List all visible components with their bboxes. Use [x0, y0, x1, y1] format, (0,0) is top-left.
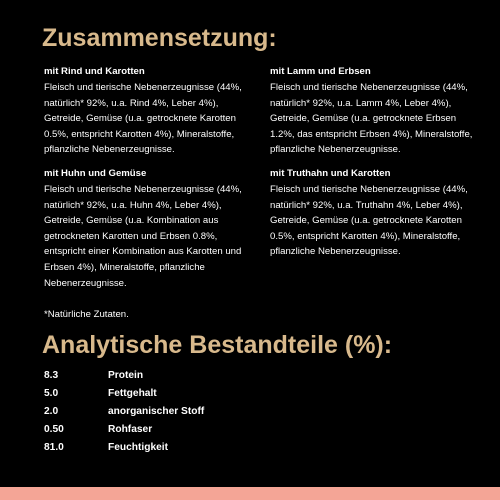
variant-lamb-peas [270, 66, 482, 158]
analysis-row [44, 420, 344, 438]
analysis-label: Protein [108, 369, 144, 381]
variant-title: mit Lamm und Erbsen [270, 66, 371, 77]
footnote: *Natürliche Zutaten. [44, 309, 129, 320]
analysis-value: 5.0 [44, 387, 59, 399]
variant-beef-carrots [44, 66, 256, 158]
analysis-row [44, 402, 344, 420]
composition-heading: Zusammensetzung: [42, 24, 277, 52]
analysis-row [44, 438, 344, 456]
composition-column-right [270, 66, 482, 270]
analysis-heading: Analytische Bestandteile (%): [42, 331, 393, 359]
composition-column-left [44, 66, 256, 301]
variant-ingredients: Fleisch und tierische Nebenerzeugnisse (44%, natürlich* 92%, u.a. Lamm 4%, Leber 4%), Getreide, Gemüse (u.a. getrocknete Erbsen 1.2%, das entspricht Erbsen 4%), Mineralstoffe, pflanzliche Nebenerzeugnisse. [270, 82, 473, 156]
analysis-label: Rohfaser [108, 423, 153, 435]
analysis-row [44, 384, 344, 402]
variant-ingredients: Fleisch und tierische Nebenerzeugnisse (44%, natürlich* 92%, u.a. Huhn 4%, Leber 4%), Getreide, Gemüse (u.a. Kombination aus getrockneten Karotten und Erbsen 0.8%, entspricht einer Kombination aus Karotten und Erbsen 4%), Mineralstoffe, pflanzliche Nebenerzeugnisse. [44, 183, 242, 289]
analysis-row [44, 366, 344, 384]
analysis-value: 81.0 [44, 441, 64, 453]
bottom-color-band [0, 487, 500, 500]
variant-title: mit Huhn und Gemüse [44, 167, 147, 179]
analysis-value: 2.0 [44, 405, 59, 417]
variant-ingredients: Fleisch und tierische Nebenerzeugnisse (44%, natürlich* 92%, u.a. Rind 4%, Leber 4%), Getreide, Gemüse (u.a. getrocknete Karotten 0.5%, entspricht Karotten 4%), Mineralstoffe, pflanzliche Nebenerzeugnisse. [44, 82, 242, 156]
analysis-value: 0.50 [44, 423, 64, 435]
analysis-label: anorganischer Stoff [108, 405, 205, 417]
analysis-table [44, 366, 344, 456]
analysis-value: 8.3 [44, 369, 59, 381]
variant-chicken-vegetables [44, 168, 256, 291]
analysis-label: Feuchtigkeit [108, 441, 169, 453]
analysis-label: Fettgehalt [108, 387, 157, 399]
variant-ingredients: Fleisch und tierische Nebenerzeugnisse (44%, natürlich* 92%, u.a. Truthahn 4%, Leber 4%), Getreide, Gemüse (u.a. getrocknete Karotten 0.5%, entspricht Karotten 4%), Mineralstoffe, pflanzliche Nebenerzeugnisse. [270, 183, 468, 258]
variant-title: mit Rind und Karotten [44, 66, 145, 77]
variant-title: mit Truthahn und Karotten [270, 167, 391, 179]
variant-turkey-carrots [270, 168, 482, 260]
